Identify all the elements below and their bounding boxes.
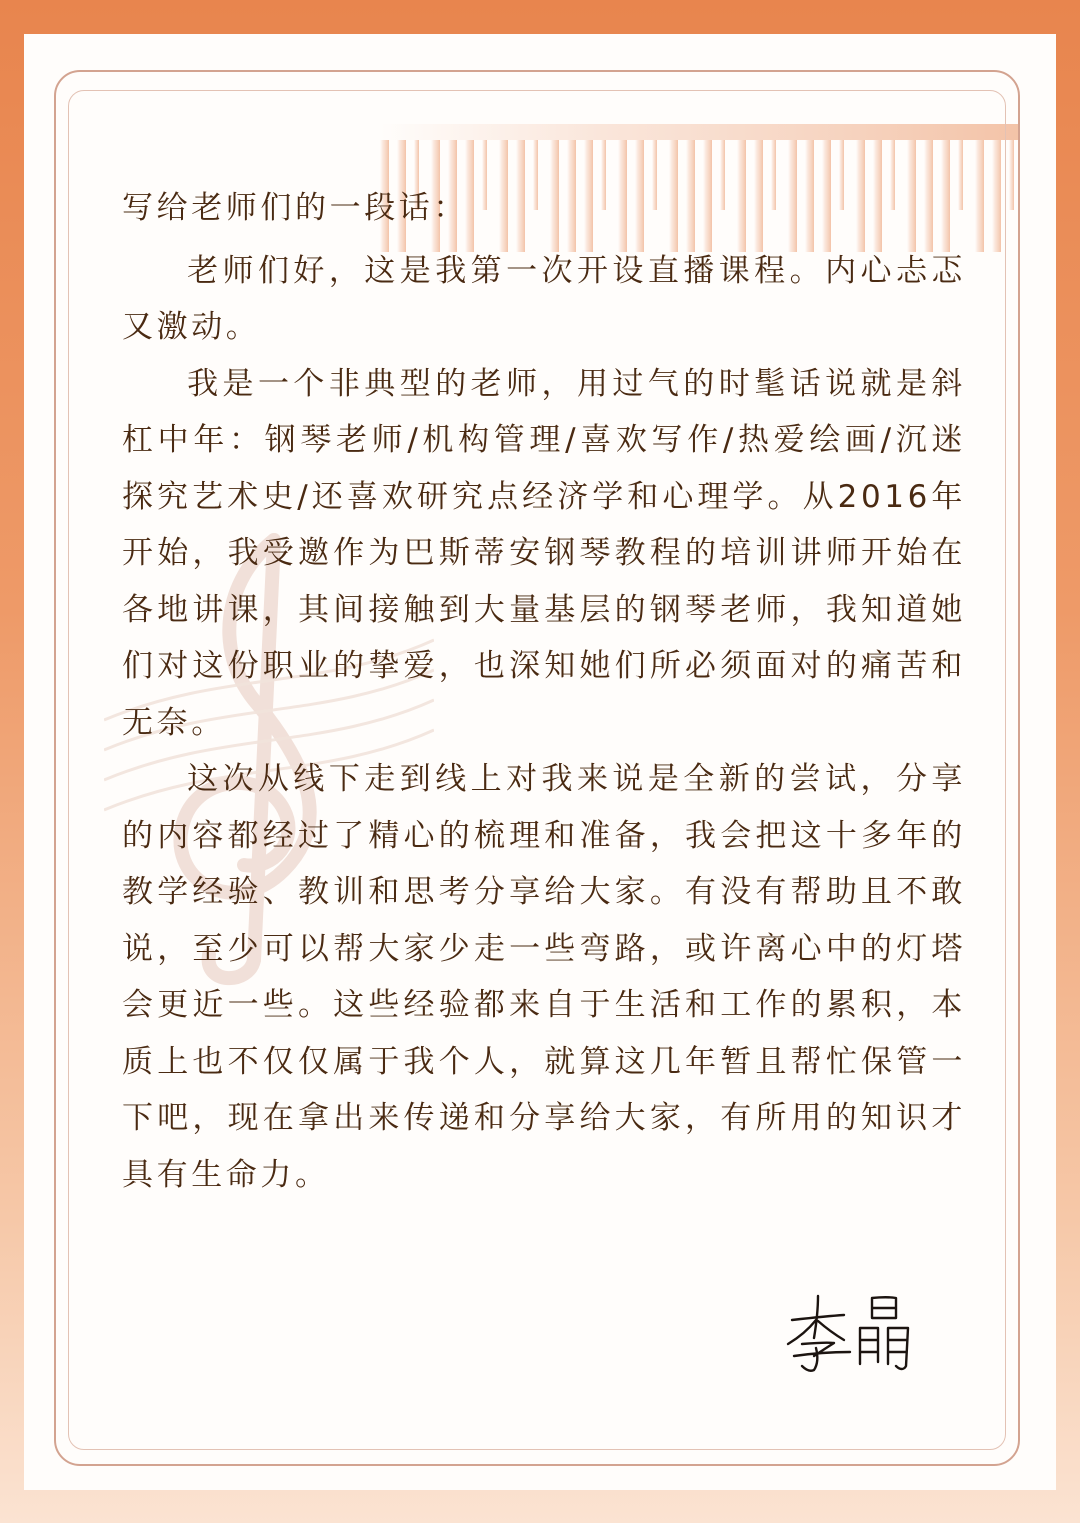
letter-body bbox=[122, 180, 966, 1203]
letter-paragraph-1: 老师们好，这是我第一次开设直播课程。内心忐忑又激动。 bbox=[122, 252, 966, 345]
letter-paragraph-2: 我是一个非典型的老师，用过气的时髦话说就是斜杠中年：钢琴老师/机构管理/喜欢写作/热爱绘画/沉迷探究艺术史/还喜欢研究点经济学和心理学。从2016年开始，我受邀作为巴斯蒂安钢琴教程的培训讲师开始在各地讲课，其间接触到大量基层的钢琴老师，我知道她们对这份职业的挚爱，也深知她们所必须面对的痛苦和无奈。 bbox=[122, 365, 966, 741]
handwritten-signature bbox=[780, 1288, 930, 1378]
letter-heading: 写给老师们的一段话： bbox=[122, 190, 468, 226]
letter-paragraph-3: 这次从线下走到线上对我来说是全新的尝试，分享的内容都经过了精心的梳理和准备，我会把这十多年的教学经验、教训和思考分享给大家。有没有帮助且不敢说，至少可以帮大家少走一些弯路，或许离心中的灯塔会更近一些。这些经验都来自于生活和工作的累积，本质上也不仅仅属于我个人，就算这几年暂且帮忙保管一下吧，现在拿出来传递和分享给大家，有所用的知识才具有生命力。 bbox=[122, 761, 966, 1193]
